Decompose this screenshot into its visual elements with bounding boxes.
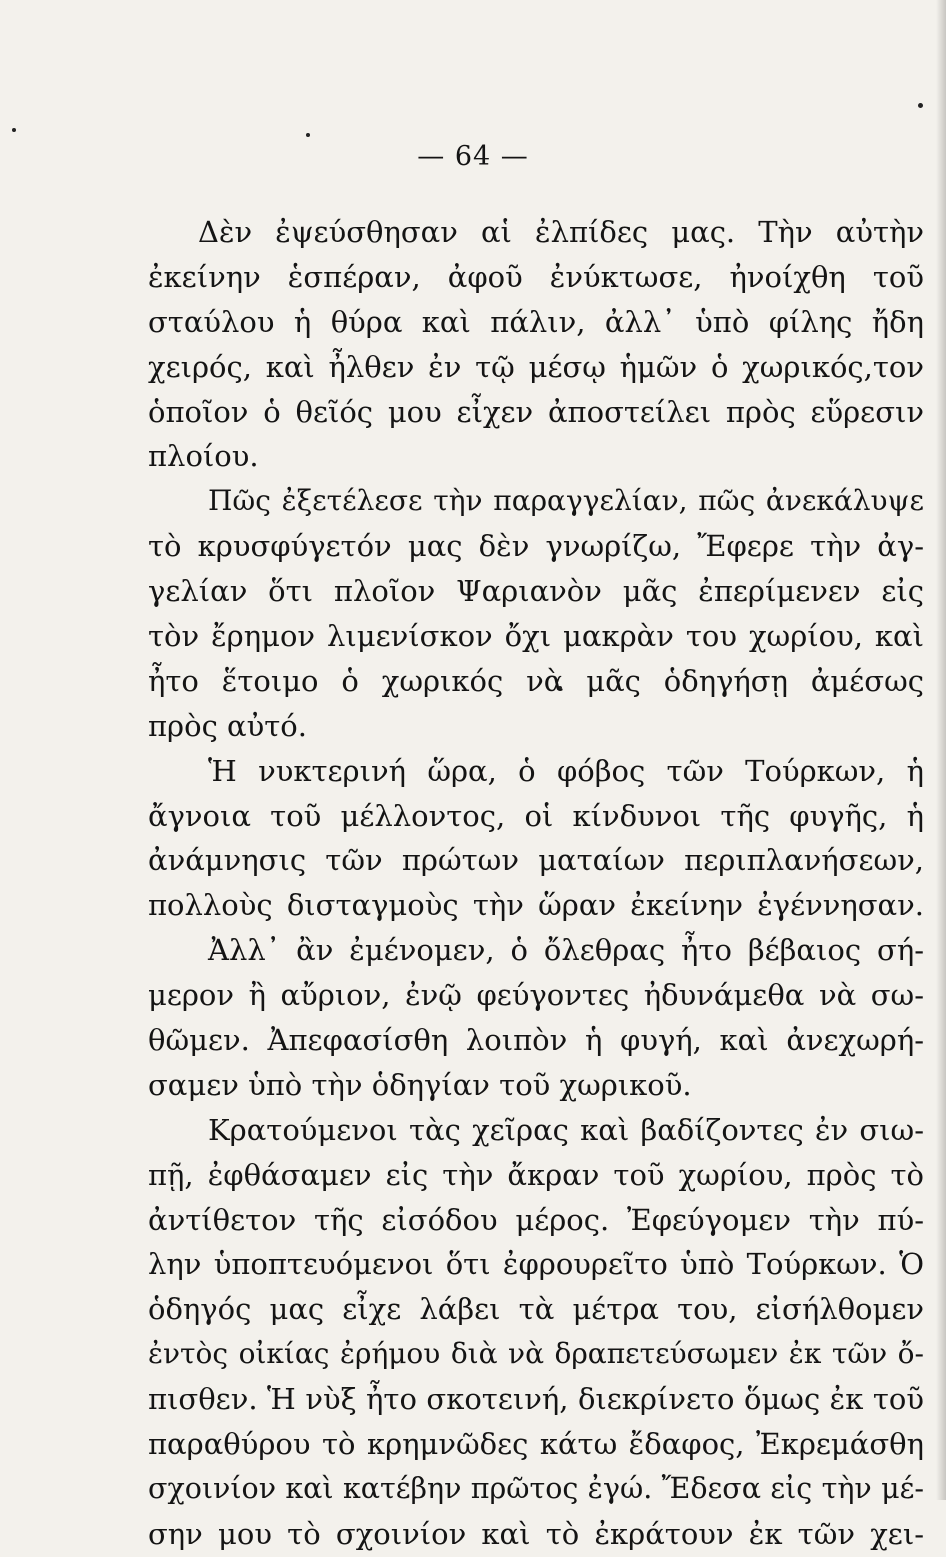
text-line: παραθύρου τὸ κρημνῶδες κάτω ἔδαφος, Ἐκρεμάσθη: [148, 1427, 924, 1462]
text-line: Ἡ νυκτερινή ὥρα, ὁ φόβος τῶν Τούρκων, ἡ: [208, 753, 924, 788]
text-line: σχοινίον καὶ κατέβην πρῶτος ἐγώ. Ἔδεσα εἰς τὴν μέ-: [148, 1471, 924, 1505]
text-line: σην μου τὸ σχοινίον καὶ τὸ ἐκράτουν ἐκ τῶν χει-: [148, 1516, 924, 1551]
text-line: ἀνάμνησις τῶν πρώτων ματαίων περιπλανήσεων,: [148, 843, 924, 878]
print-speck: [306, 133, 310, 137]
text-line: Κρατούμενοι τὰς χεῖρας καὶ βαδίζοντες ἐν σιω-: [208, 1112, 924, 1147]
text-line: Ἀλλ᾽ ἂν ἐμένομεν, ὁ ὄλεθρας ἦτο βέβαιος σή-: [208, 933, 924, 968]
text-line: Δὲν ἐψεύσθησαν αἱ ἐλπίδες μας. Τὴν αὐτὴν: [198, 215, 924, 249]
text-line: πολλοὺς δισταγμοὺς τὴν ὥραν ἐκείνην ἐγέννησαν.: [148, 888, 924, 923]
text-line: χειρός, καὶ ἦλθεν ἐν τῷ μέσῳ ἡμῶν ὁ χωρικός,τον: [148, 349, 924, 384]
print-speck: [918, 103, 923, 108]
body-text: [148, 210, 924, 1557]
text-line: σαμεν ὑπὸ τὴν ὁδηγίαν τοῦ χωρικοῦ.: [148, 1067, 692, 1102]
text-line: θῶμεν. Ἀπεφασίσθη λοιπὸν ἡ φυγή, καὶ ἀνεχωρή-: [148, 1023, 924, 1058]
page-number: — 64 —: [417, 141, 529, 172]
text-line: ἀντίθετον τῆς εἰσόδου μέρος. Ἐφεύγομεν τὴν πύ-: [148, 1202, 924, 1237]
text-line: μερον ἢ αὔριον, ἐνῷ φεύγοντες ἠδυνάμεθα νὰ σω-: [148, 978, 924, 1013]
text-line: πλοίου.: [148, 439, 259, 474]
text-line: τὸ κρυσφύγετόν μας δὲν γνωρίζω, Ἔφερε τὴν ἀγ-: [148, 529, 924, 564]
text-line: σταύλου ἡ θύρα καὶ πάλιν, ἀλλ᾽ ὑπὸ φίλης ἤδη: [148, 304, 924, 339]
text-line: Πῶς ἐξετέλεσε τὴν παραγγελίαν, πῶς ἀνεκάλυψε: [208, 484, 924, 518]
text-line: ὁδηγός μας εἶχε λάβει τὰ μέτρα του, εἰσήλθομεν: [148, 1292, 924, 1327]
text-line: πισθεν. Ἡ νὺξ ἦτο σκοτεινή, διεκρίνετο ὅμως ἐκ τοῦ: [148, 1382, 924, 1417]
text-line: ὁποῖον ὁ θεῖός μου εἶχεν ἀποστείλει πρὸς εὕρεσιν: [148, 394, 924, 429]
print-speck: [12, 128, 16, 132]
text-line: πῇ, ἐφθάσαμεν εἰς τὴν ἄκραν τοῦ χωρίου, πρὸς τὸ: [148, 1157, 924, 1192]
text-line: ἐντὸς οἰκίας ἐρήμου διὰ νὰ δραπετεύσωμεν ἐκ τῶν ὄ-: [148, 1337, 924, 1371]
text-line: πρὸς αὐτό.: [148, 708, 307, 743]
page-edge-shadow: [936, 0, 946, 1500]
text-line: τὸν ἔρημον λιμενίσκον ὄχι μακρὰν του χωρίου, καὶ: [148, 619, 924, 654]
text-line: γελίαν ὅτι πλοῖον Ψαριανὸν μᾶς ἐπερίμενεν εἰς: [148, 574, 924, 609]
text-line: ἄγνοια τοῦ μέλλοντος, οἱ κίνδυνοι τῆς φυγῆς, ἡ: [148, 798, 924, 833]
text-line: ἦτο ἕτοιμο ὁ χωρικός νὰ μᾶς ὁδηγήσῃ ἀμέσως: [148, 663, 924, 698]
text-line: ἐκείνην ἑσπέραν, ἀφοῦ ἐνύκτωσε, ἠνοίχθη τοῦ: [148, 259, 924, 294]
text-line: λην ὑποπτευόμενοι ὅτι ἐφρουρεῖτο ὑπὸ Τούρκων. Ὁ: [148, 1247, 924, 1282]
